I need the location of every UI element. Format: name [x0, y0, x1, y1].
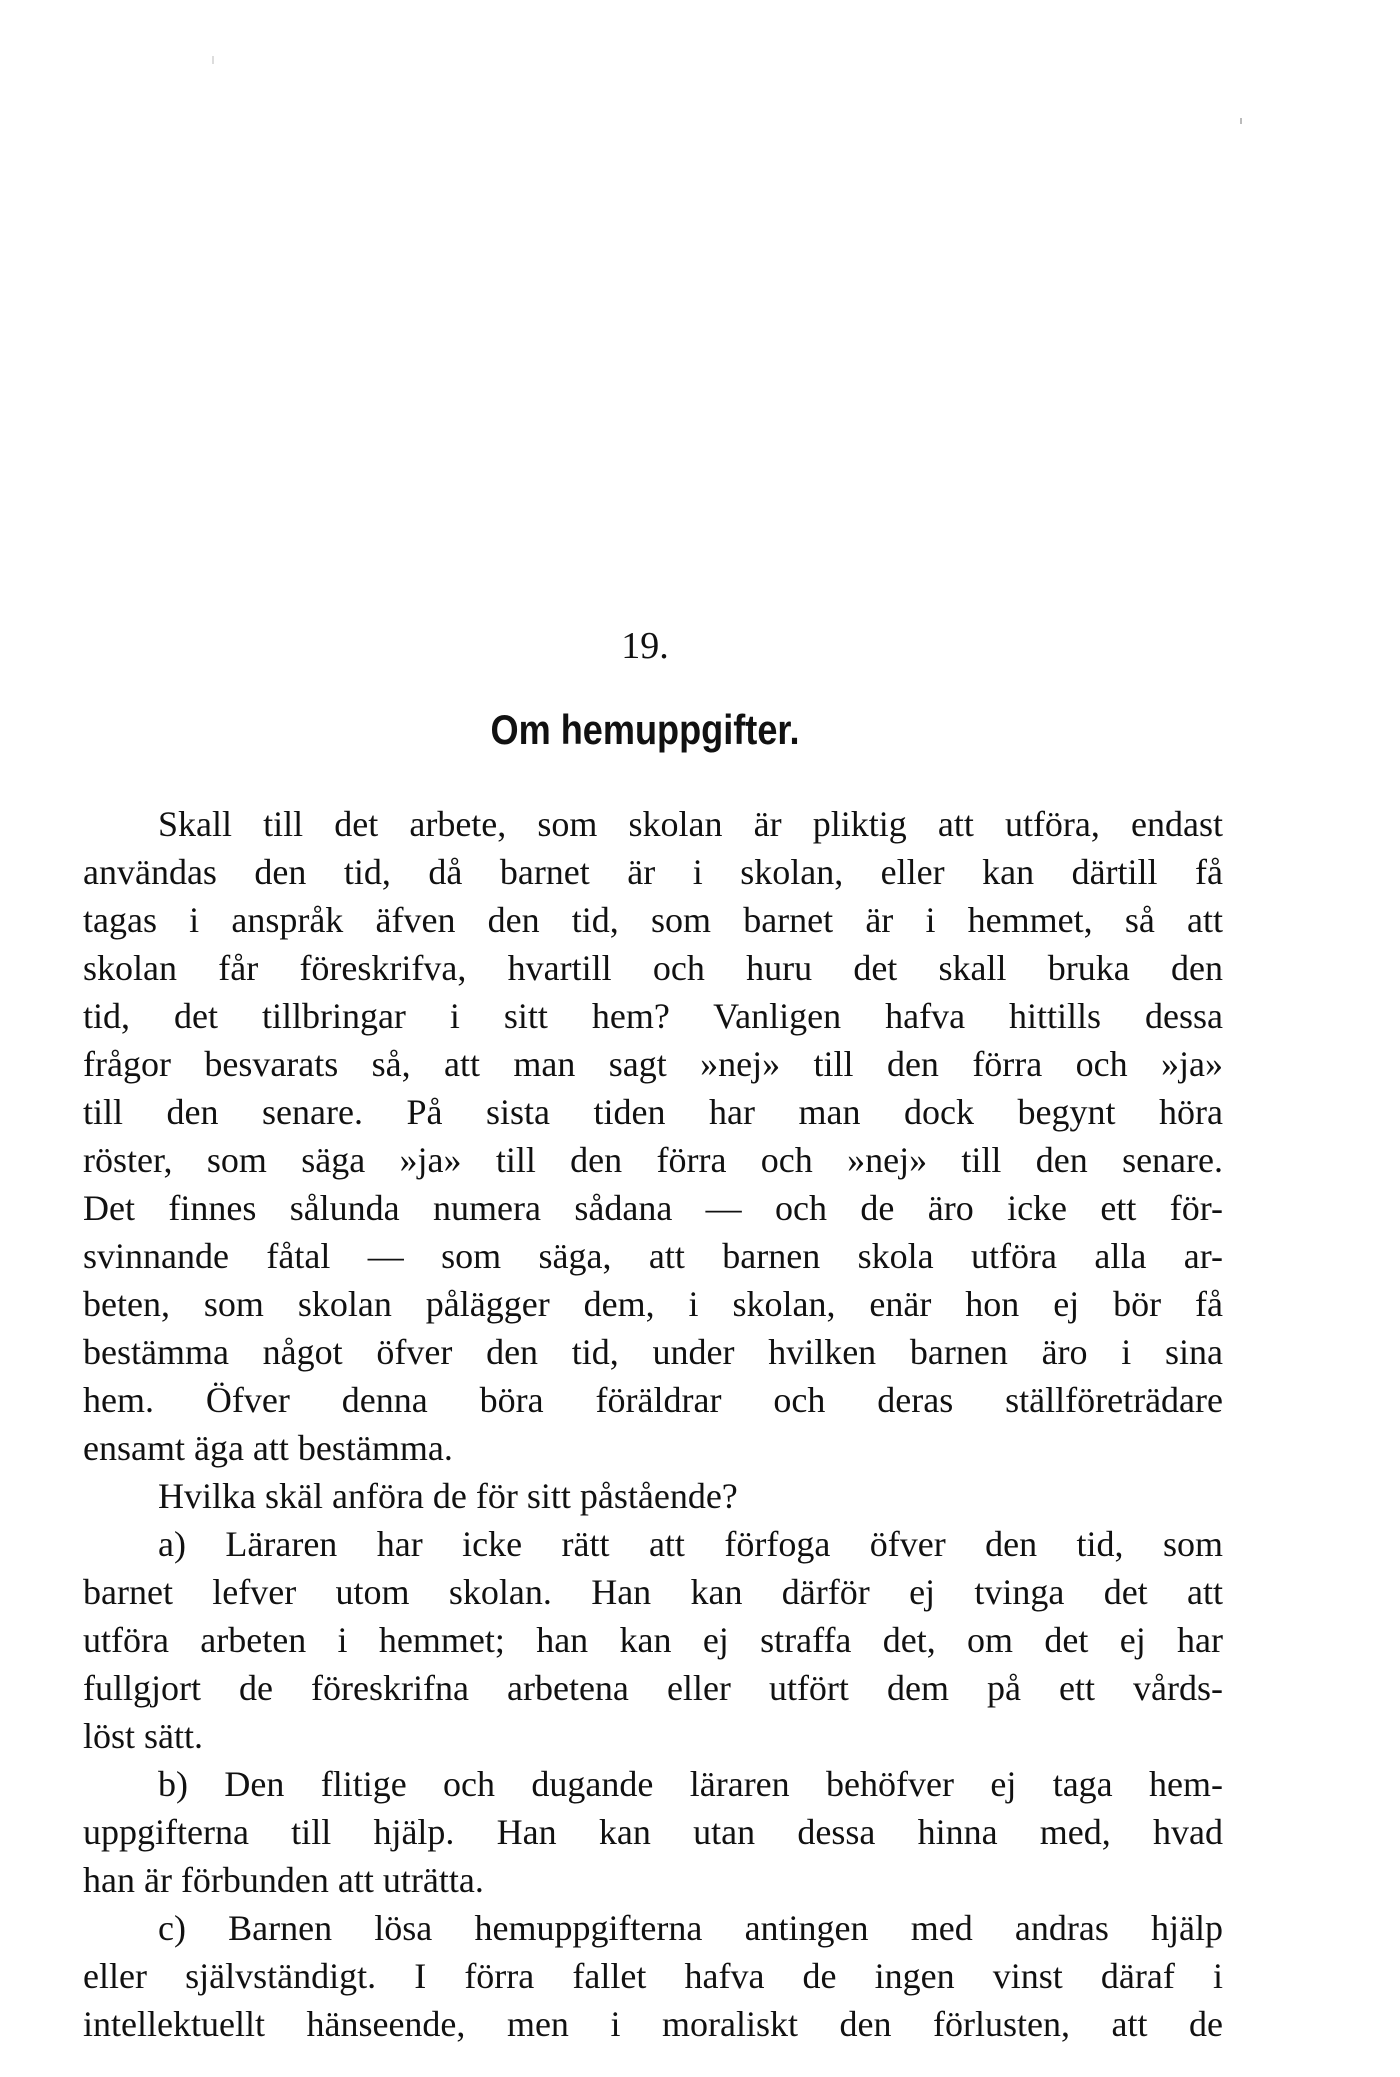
- text-line: eller självständigt. I förra fallet hafva de ingen vinst däraf i: [83, 1956, 1223, 1996]
- text-line: fullgjort de föreskrifna arbetena eller utfört dem på ett vårds-: [83, 1668, 1223, 1708]
- text-line: intellektuellt hänseende, men i moraliskt den förlusten, att de: [83, 2004, 1223, 2044]
- text-line: Skall till det arbete, som skolan är pliktig att utföra, endast: [158, 804, 1223, 844]
- text-line: hem. Öfver denna böra föräldrar och deras ställföreträdare: [83, 1380, 1223, 1420]
- text-line: c) Barnen lösa hemuppgifterna antingen med andras hjälp: [158, 1908, 1223, 1948]
- scan-speck: [212, 56, 214, 64]
- text-line: beten, som skolan pålägger dem, i skolan, enär hon ej bör få: [83, 1284, 1223, 1324]
- text-line: Det finnes sålunda numera sådana — och de äro icke ett för-: [83, 1188, 1223, 1228]
- text-line: skolan får föreskrifva, hvartill och huru det skall bruka den: [83, 948, 1223, 988]
- text-line: Hvilka skäl anföra de för sitt påstående?: [158, 1476, 738, 1516]
- text-line: röster, som säga »ja» till den förra och »nej» till den senare.: [83, 1140, 1223, 1180]
- text-line: användas den tid, då barnet är i skolan, eller kan därtill få: [83, 852, 1223, 892]
- text-line: han är förbunden att uträtta.: [83, 1860, 484, 1900]
- text-line: svinnande fåtal — som säga, att barnen skola utföra alla ar-: [83, 1236, 1223, 1276]
- page-number: 19.: [621, 625, 669, 667]
- text-line: barnet lefver utom skolan. Han kan därför ej tvinga det att: [83, 1572, 1223, 1612]
- text-line: tagas i anspråk äfven den tid, som barnet är i hemmet, så att: [83, 900, 1223, 940]
- text-line: löst sätt.: [83, 1716, 204, 1756]
- chapter-heading: Om hemuppgifter.: [490, 706, 800, 753]
- text-line: utföra arbeten i hemmet; han kan ej straffa det, om det ej har: [83, 1620, 1223, 1660]
- text-line: bestämma något öfver den tid, under hvilken barnen äro i sina: [83, 1332, 1223, 1372]
- text-line: ensamt äga att bestämma.: [83, 1428, 453, 1468]
- body-text: [83, 800, 1223, 2048]
- text-line: tid, det tillbringar i sitt hem? Vanligen hafva hittills dessa: [83, 996, 1223, 1036]
- text-line: uppgifterna till hjälp. Han kan utan dessa hinna med, hvad: [83, 1812, 1223, 1852]
- text-line: frågor besvarats så, att man sagt »nej» till den förra och »ja»: [83, 1044, 1223, 1084]
- text-line: till den senare. På sista tiden har man dock begynt höra: [83, 1092, 1223, 1132]
- scan-speck: [1240, 118, 1242, 124]
- text-line: a) Läraren har icke rätt att förfoga öfver den tid, som: [158, 1524, 1223, 1564]
- text-line: b) Den flitige och dugande läraren behöfver ej taga hem-: [158, 1764, 1223, 1804]
